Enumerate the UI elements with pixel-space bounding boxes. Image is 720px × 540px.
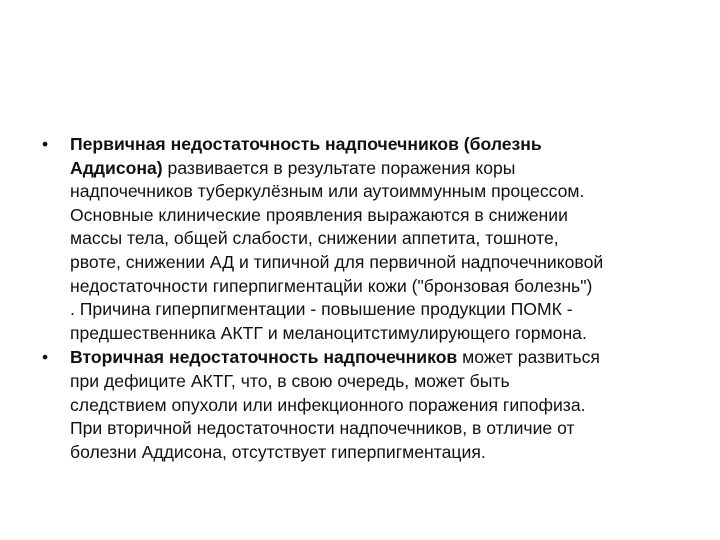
- bullet-item-primary-insufficiency: [42, 133, 692, 345]
- normal-text: Основные клинические проявления выражаются в снижении: [70, 204, 568, 225]
- bullet-icon: •: [42, 134, 49, 154]
- normal-text: надпочечников туберкулёзным или аутоиммунным процессом.: [70, 181, 585, 202]
- bullet-item-secondary-insufficiency: [42, 346, 692, 464]
- text-line: [70, 298, 692, 322]
- normal-text: . Причина гиперпигментации - повышение продукции ПОМК -: [70, 299, 573, 320]
- text-line: [70, 251, 692, 275]
- text-line: [70, 346, 692, 370]
- text-line: [70, 322, 692, 346]
- normal-text: следствием опухоли или инфекционного поражения гипофиза.: [70, 394, 586, 415]
- normal-text: При вторичной недостаточности надпочечников, в отличие от: [70, 418, 575, 439]
- text-line: [70, 204, 692, 228]
- text-line: [70, 180, 692, 204]
- bold-text: Аддисона): [70, 157, 163, 178]
- bullet-icon: •: [42, 347, 49, 368]
- normal-text: развивается в результате поражения коры: [162, 157, 516, 178]
- text-line: [70, 227, 692, 251]
- text-line: [70, 417, 692, 441]
- text-line: [70, 441, 692, 465]
- normal-text: болезни Аддисона, отсутствует гиперпигментация.: [70, 441, 486, 462]
- text-line: [70, 157, 692, 181]
- text-line: [70, 370, 692, 394]
- bold-text: Первичная недостаточность надпочечников (болезнь: [70, 134, 542, 154]
- normal-text: массы тела, общей слабости, снижении аппетита, тошноте,: [70, 228, 559, 249]
- text-line: [70, 275, 692, 299]
- normal-text: может развиться: [457, 347, 600, 368]
- text-line: [70, 133, 692, 157]
- bullet-list: [42, 133, 692, 465]
- normal-text: предшественника АКТГ и меланоцитстимулирующего гормона.: [70, 322, 587, 343]
- normal-text: недостаточности гиперпигментацйи кожи ("бронзовая болезнь"): [70, 275, 593, 296]
- bold-text: Вторичная недостаточность надпочечников: [70, 347, 458, 368]
- normal-text: рвоте, снижении АД и типичной для первичной надпочечниковой: [70, 251, 604, 272]
- text-line: [70, 394, 692, 418]
- normal-text: при дефиците АКТГ, что, в свою очередь, может быть: [70, 370, 510, 391]
